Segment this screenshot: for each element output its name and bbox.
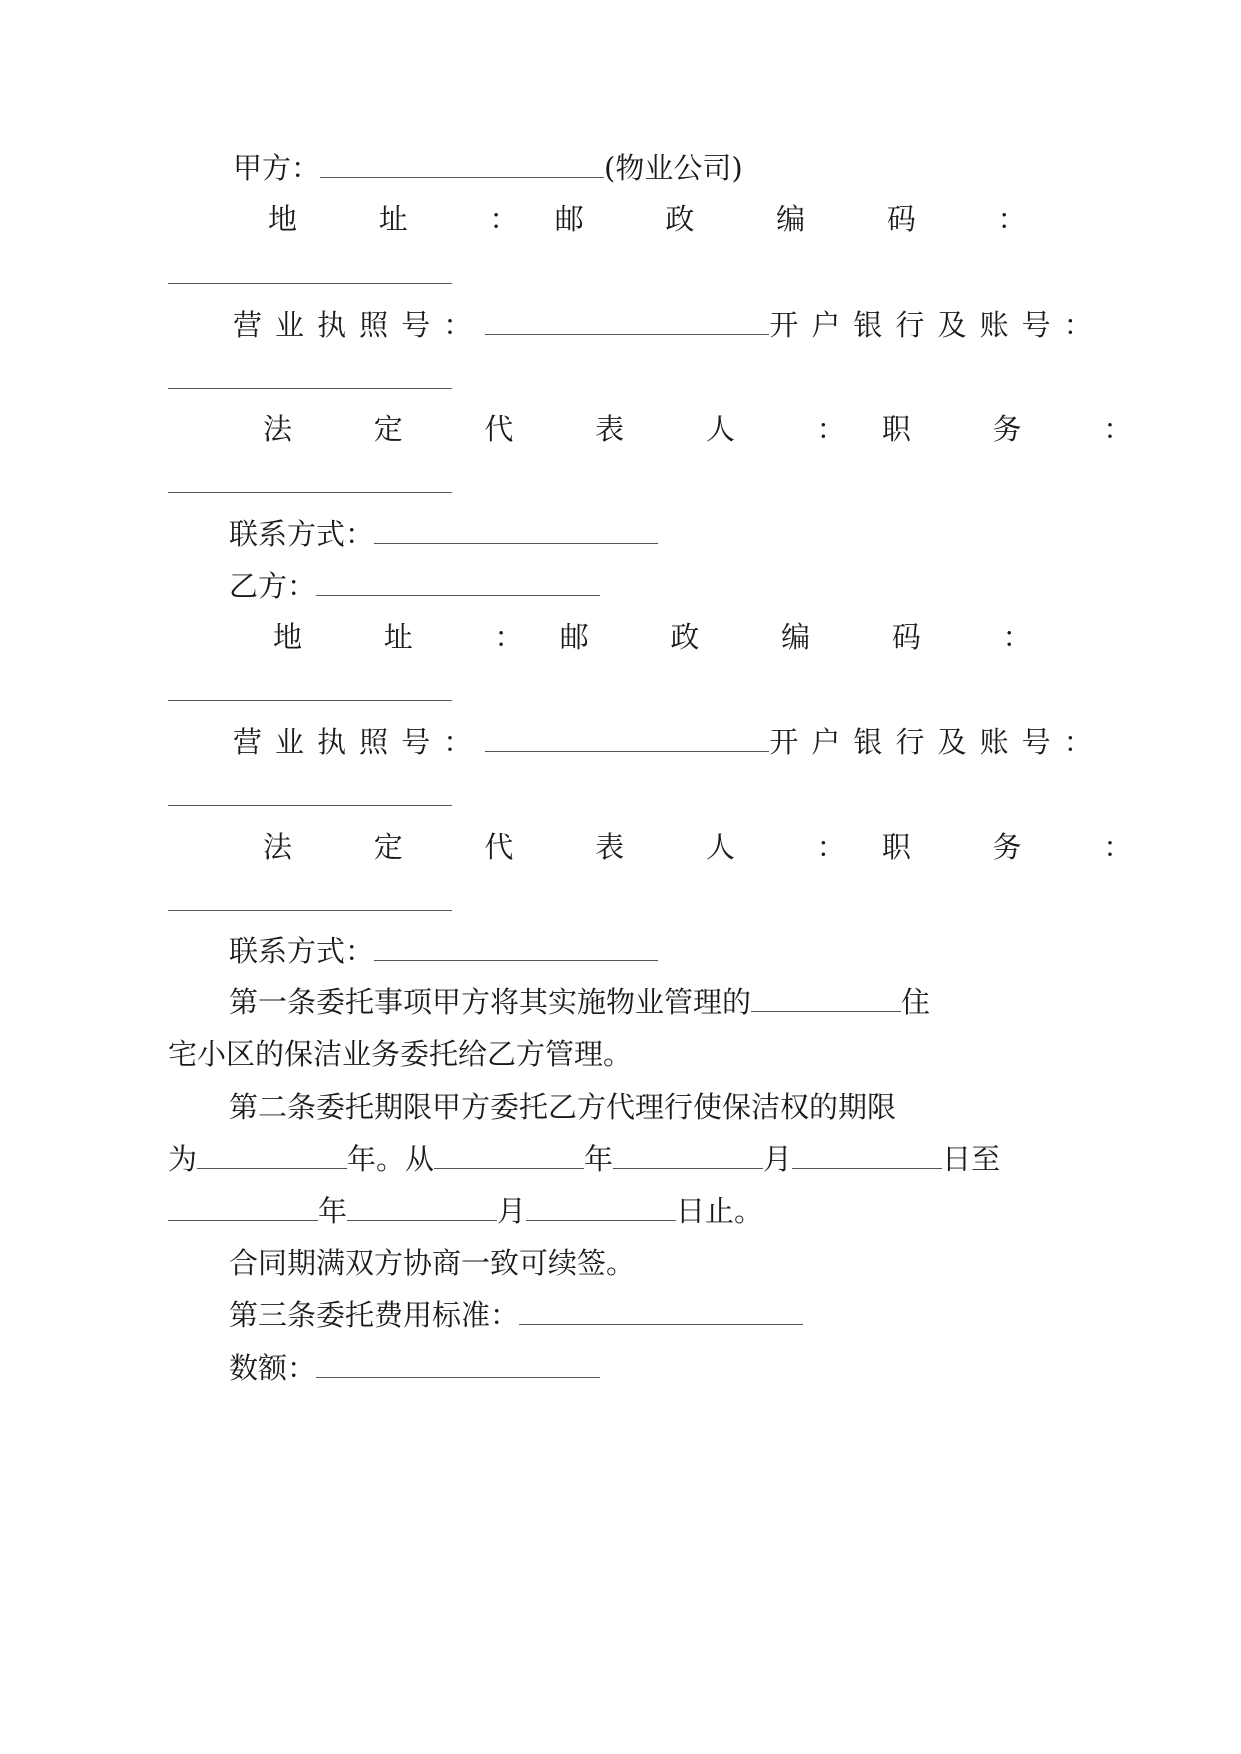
article1-text-a: 第一条委托事项甲方将其实施物业管理的 (229, 985, 752, 1019)
article2-text-a: 第二条委托期限甲方委托乙方代理行使保洁权的期限 (229, 1090, 897, 1124)
party-b-contact-line (229, 929, 658, 973)
fee-standard-blank[interactable] (519, 1300, 803, 1325)
party-a-license-blank[interactable] (485, 310, 769, 335)
party-a-postcode-label: 邮 政 编 码 ： (554, 202, 1063, 236)
party-b-postcode-label: 邮 政 编 码 ： (559, 620, 1068, 654)
article2-yue: 月 (763, 1142, 793, 1176)
party-a-position-blank[interactable] (168, 468, 452, 493)
renewal-text: 合同期满双方协商一致可续签。 (229, 1246, 636, 1280)
party-b-license-line (233, 720, 1106, 764)
party-a-name-blank[interactable] (320, 153, 604, 178)
party-b-name-blank[interactable] (316, 571, 600, 596)
article2-ri-zhi2: 日止。 (676, 1194, 764, 1228)
party-b-postcode-line (168, 669, 452, 713)
party-b-bank-blank[interactable] (168, 781, 452, 806)
party-a-rep-label: 法 定 代 表 人 ： (263, 412, 882, 446)
end-day-blank[interactable] (526, 1196, 676, 1221)
article2-nian-cong: 年。从 (347, 1142, 435, 1176)
article2-yue2: 月 (497, 1194, 527, 1228)
party-a-postcode-blank[interactable] (168, 259, 452, 284)
party-b-bank-label: 开户银行及账号： (769, 725, 1106, 759)
article3-label: 第三条委托费用标准： (229, 1298, 520, 1332)
party-b-line (229, 564, 600, 608)
party-a-address-label: 地 址 ： (268, 202, 555, 236)
party-a-license-label: 营业执照号： (233, 308, 486, 342)
amount-blank[interactable] (316, 1353, 600, 1378)
party-b-address-line (273, 615, 1068, 659)
article2-nian: 年 (584, 1142, 614, 1176)
end-year-blank[interactable] (168, 1196, 318, 1221)
article1-text-b: 住 (901, 985, 931, 1019)
article1-text-c: 宅小区的保洁业务委托给乙方管理。 (168, 1037, 633, 1071)
party-a-position-label: 职 务 ： (881, 412, 1169, 446)
party-a-contact-line (229, 512, 658, 556)
party-b-contact-label: 联系方式： (229, 934, 375, 968)
article2-wei: 为 (168, 1142, 198, 1176)
party-b-position-label: 职 务 ： (881, 830, 1169, 864)
party-b-address-label: 地 址 ： (273, 620, 560, 654)
article3-line (229, 1293, 803, 1337)
party-a-bank-line (168, 357, 452, 401)
party-a-license-line (233, 303, 1106, 347)
party-a-line (233, 146, 743, 190)
article1-line2 (168, 1032, 632, 1076)
article2-nian2: 年 (318, 1194, 348, 1228)
party-b-label: 乙方： (229, 569, 317, 603)
party-b-contact-blank[interactable] (374, 936, 658, 961)
party-b-license-label: 营业执照号： (233, 725, 486, 759)
party-a-address-line (268, 197, 1063, 241)
start-year-blank[interactable] (434, 1144, 584, 1169)
party-a-rep-line (263, 407, 1169, 451)
party-b-rep-label: 法 定 代 表 人 ： (263, 830, 882, 864)
amount-label: 数额： (229, 1351, 317, 1385)
article2-line2 (168, 1137, 1000, 1181)
party-a-postcode-line (168, 252, 452, 296)
article1-line1 (229, 980, 930, 1024)
party-a-contact-blank[interactable] (374, 519, 658, 544)
party-a-suffix: (物业公司) (604, 151, 743, 185)
party-b-postcode-blank[interactable] (168, 676, 452, 701)
term-years-blank[interactable] (197, 1144, 347, 1169)
party-a-position-line (168, 461, 452, 505)
party-b-rep-line (263, 825, 1169, 869)
article2-line1 (229, 1085, 896, 1129)
party-a-label: 甲方： (233, 151, 321, 185)
end-month-blank[interactable] (347, 1196, 497, 1221)
party-b-license-blank[interactable] (485, 727, 769, 752)
article2-line3 (168, 1189, 763, 1233)
renewal-line (229, 1241, 635, 1285)
party-a-contact-label: 联系方式： (229, 517, 375, 551)
party-b-position-blank[interactable] (168, 886, 452, 911)
amount-line (229, 1346, 600, 1390)
party-a-bank-blank[interactable] (168, 364, 452, 389)
party-b-position-line (168, 879, 452, 923)
party-b-bank-line (168, 774, 452, 818)
start-month-blank[interactable] (613, 1144, 763, 1169)
article2-ri-zhi: 日至 (942, 1142, 1001, 1176)
party-a-bank-label: 开户银行及账号： (769, 308, 1106, 342)
article1-blank[interactable] (751, 987, 901, 1012)
start-day-blank[interactable] (792, 1144, 942, 1169)
